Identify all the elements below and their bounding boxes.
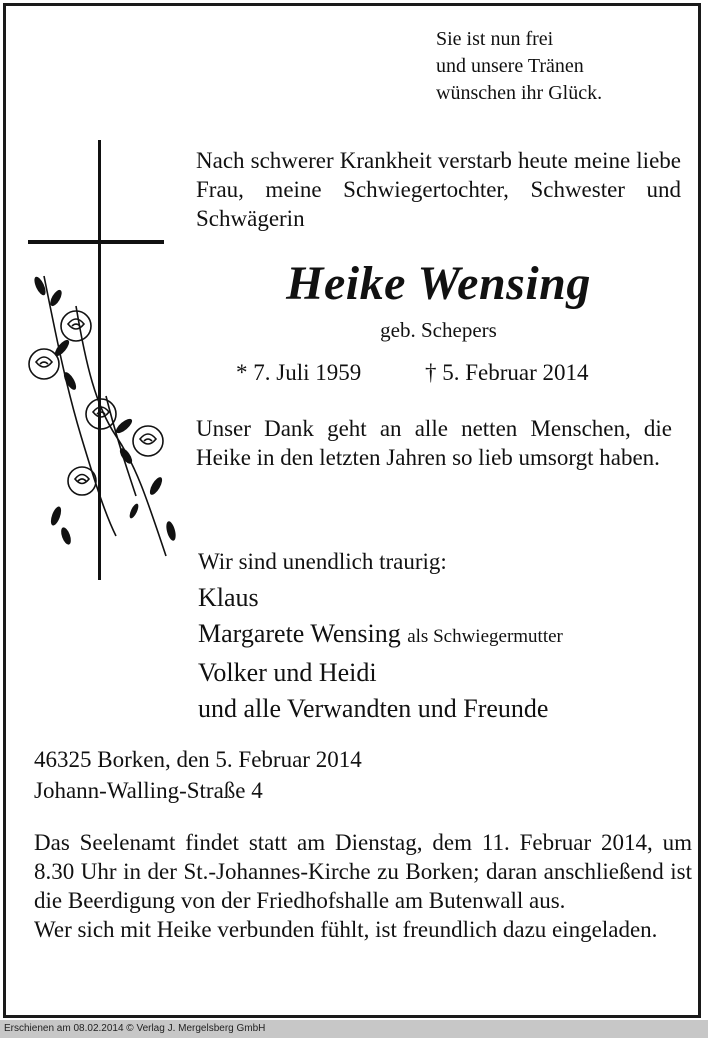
life-dates	[236, 360, 589, 386]
mourners-heading: Wir sind unendlich traurig:	[198, 549, 447, 574]
funeral-details	[34, 828, 692, 944]
invitation-paragraph: Wer sich mit Heike verbunden fühlt, ist freundlich dazu eingeladen.	[34, 917, 658, 942]
obituary-notice	[3, 3, 701, 1018]
mourner	[198, 580, 563, 616]
mourner-name: Margarete Wensing	[198, 619, 401, 648]
mourner-name: Klaus	[198, 583, 259, 612]
motto	[436, 26, 602, 107]
birth-name: geb. Schepers	[380, 318, 497, 342]
intro-text: Nach schwerer Krankheit verstarb heute meine liebe Frau, meine Schwiegertochter, Schwester und Schwägerin	[196, 148, 681, 231]
place-date: 46325 Borken, den 5. Februar 2014	[34, 747, 362, 772]
mourner	[198, 616, 563, 655]
mourner-name: und alle Verwandten und Freunde	[198, 694, 549, 723]
deceased-name: Heike Wensing	[286, 257, 591, 310]
publication-footer: Erschienen am 08.02.2014 © Verlag J. Mergelsberg GmbH	[0, 1020, 708, 1038]
mourner-relation: als Schwiegermutter	[407, 626, 563, 647]
mourner-name: Volker und Heidi	[198, 658, 377, 687]
birth-date: * 7. Juli 1959	[236, 360, 362, 385]
cross-with-roses-icon	[26, 136, 186, 586]
funeral-paragraph: Das Seelenamt findet statt am Dienstag, dem 11. Februar 2014, um 8.30 Uhr in der St.-Johannes-Kirche zu Borken; daran anschließend ist die Beerdigung von der Friedhofshalle am Butenwall aus.	[34, 830, 692, 913]
mourner	[198, 691, 563, 727]
motto-line: und unsere Tränen	[436, 55, 584, 77]
thanks-text: Unser Dank geht an alle netten Menschen, die Heike in den letzten Jahren so lieb umsorgt haben.	[196, 416, 672, 470]
motto-line: Sie ist nun frei	[436, 28, 554, 50]
mourners-list	[198, 544, 563, 727]
motto-line: wünschen ihr Glück.	[436, 82, 603, 104]
address-block	[34, 744, 362, 806]
mourner	[198, 655, 563, 691]
street-address: Johann-Walling-Straße 4	[34, 778, 263, 803]
death-date: † 5. Februar 2014	[424, 360, 589, 385]
